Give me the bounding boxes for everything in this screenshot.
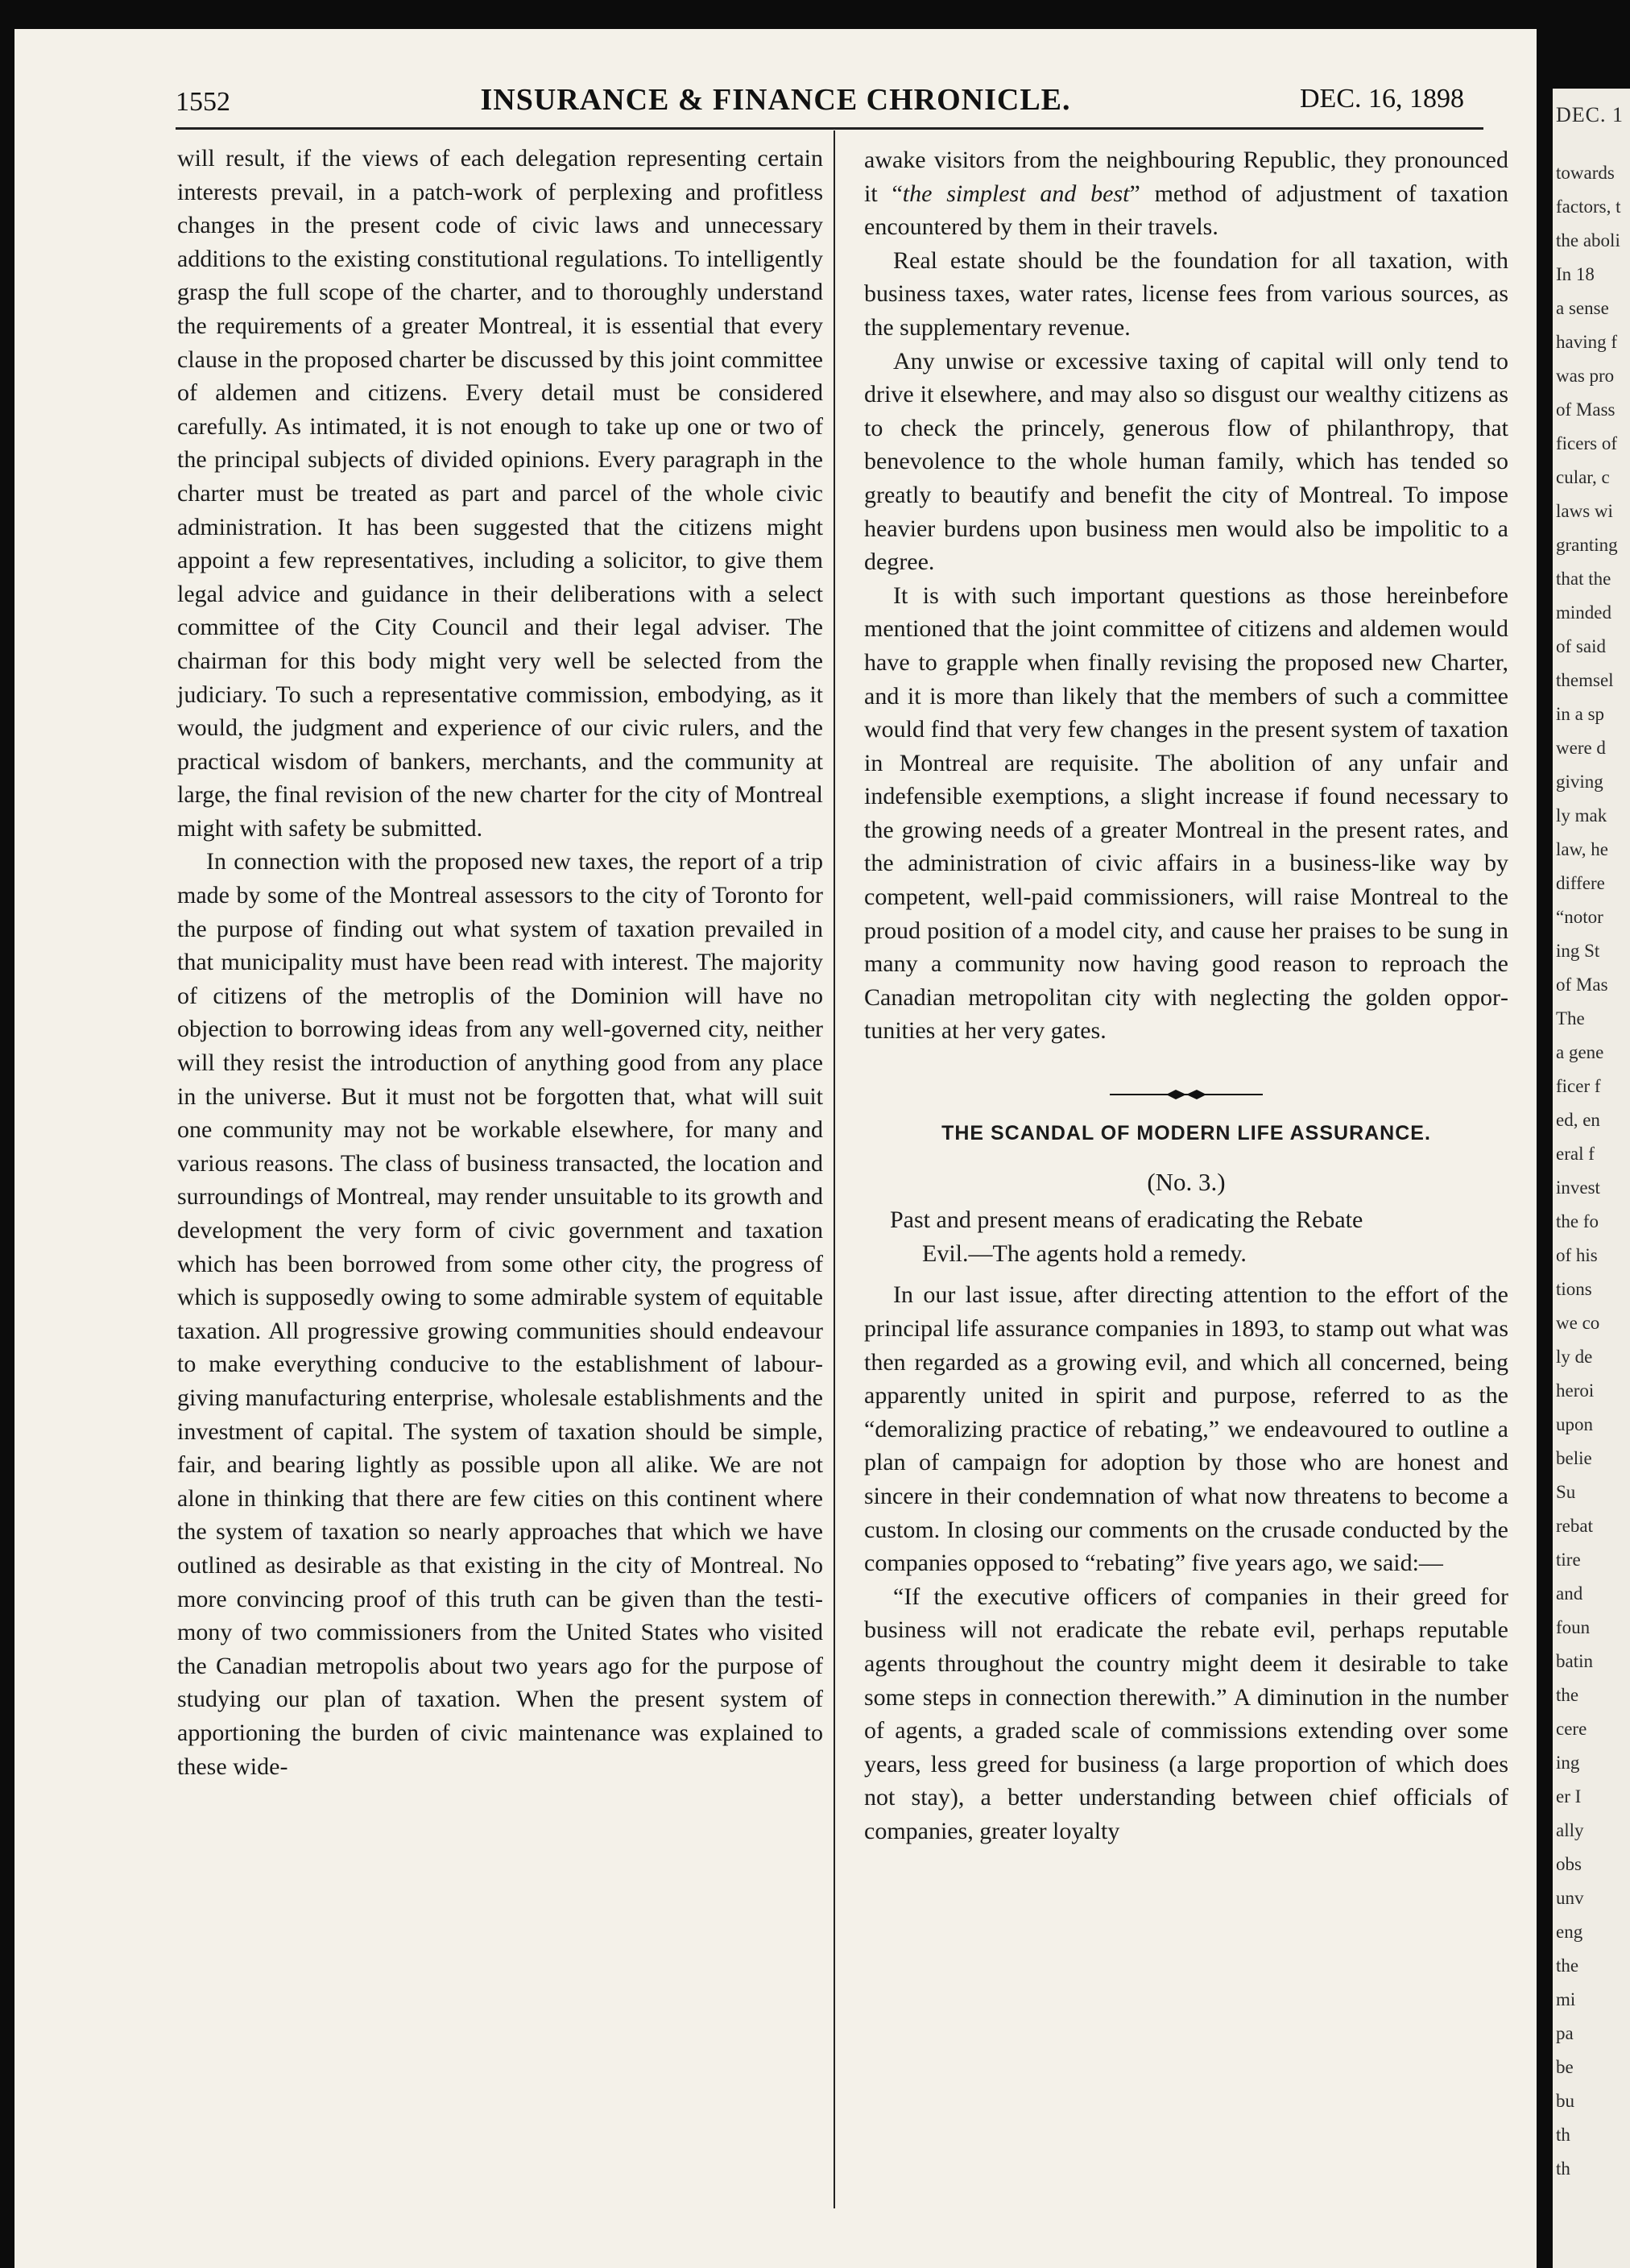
next-page-fragment: th bbox=[1556, 2125, 1570, 2145]
next-page-fragment: In 18 bbox=[1556, 264, 1595, 284]
right-paragraph-3: Any unwise or excessive taxing of capital will only tend to drive it elsewhere, and may also so disgust our wealthy citizens as to check the princely, generous flow of philanthropy, that benevolence to the whole human family, which has tended so greatly to beautify and benefit the city of Montreal. To impose heavier burdens upon business men would also be impolitic to a degree. bbox=[864, 347, 1508, 576]
section-paragraph-1: In our last issue, after directing attention to the effort of the principal life assurance companies in 1893, to stamp out what was then regarded as a growing evil, and which all concerned, being apparently united in spirit and purpose, referred to as the “demoralizing practice of rebating,” we endeavoured to outline a plan of campaign for adoption by those who are honest and sincere in their condemnation of what now threatens to become a custom. In closing our comments on the crusade conducted by the companies opposed to “rebating” five years ago, we said:— bbox=[864, 1281, 1508, 1577]
publication-title: INSURANCE & FINANCE CHRONICLE. bbox=[480, 83, 1071, 117]
next-page-fragment: minded bbox=[1556, 602, 1611, 623]
section-number: (No. 3.) bbox=[1147, 1167, 1226, 1196]
next-page-fragment: The bbox=[1556, 1008, 1585, 1028]
left-paragraph-1: will result, if the views of each delegation representing certain interests prevail, in a patch-work of perplexing and profitless changes in the present code of civic laws and unnecessary additions to the existing constitutional regulations. To intelligently grasp the full scope of the charter, and to thoroughly understand the requirements of a greater Montreal, it is essential that every clause in the proposed charter be discussed by this joint committee of aldemen and citizens. Every detail must be considered carefully. As intimated, it is not enough to take up one or two of the principal subjects of divided opinions. Every paragraph in the charter must be treated as part and parcel of the whole civic administration. It has been suggested that the citizens might appoint a few representatives, including a solicitor, to give them legal advice and guidance in their deliberations with a select committee of the City Council and their legal adviser. The chairman for this body might very well be selected from the judiciary. To such a representative commission, embodying, as it would, the judgment and experience of our civic rulers, and the practical wisdom of bankers, merchants, and the community at large, the final revision of the new charter for the city of Montreal might with safety be submitted. bbox=[177, 145, 823, 842]
next-page-fragment: ficer f bbox=[1556, 1076, 1601, 1096]
next-page-fragment: the bbox=[1556, 1685, 1579, 1705]
next-page-fragment: and bbox=[1556, 1583, 1583, 1604]
left-column bbox=[177, 142, 823, 1783]
next-page-edge bbox=[1553, 89, 1630, 2268]
next-page-fragment: batin bbox=[1556, 1651, 1593, 1671]
next-page-fragment: in a sp bbox=[1556, 704, 1605, 724]
next-page-fragment: granting bbox=[1556, 535, 1618, 555]
next-page-fragment: tions bbox=[1556, 1279, 1592, 1299]
next-page-fragment: the fo bbox=[1556, 1211, 1599, 1231]
next-page-fragment: Su bbox=[1556, 1482, 1576, 1502]
next-page-fragment: were d bbox=[1556, 738, 1606, 758]
next-page-fragment: themsel bbox=[1556, 670, 1614, 690]
next-page-fragment: differe bbox=[1556, 873, 1605, 893]
next-page-fragment: ly de bbox=[1556, 1347, 1593, 1367]
next-page-fragment: unv bbox=[1556, 1888, 1584, 1908]
issue-date: DEC. 16, 1898 bbox=[1300, 84, 1464, 114]
left-paragraph-2: In connection with the proposed new taxes, the report of a trip made by some of the Montreal assessors to the city of Toronto for the purpose of finding out what system of taxation prevailed in that municipality must have been read with interest. The majority of citizens of the metroplis of the Dominion will have no objection to borrowing ideas from any well-governed city, neither will they resist the introduction of anything good from any place in the universe. But it must not be forgotten that, what will suit one community may not be workable elsewhere, for many and various reasons. The class of business transacted, the location and surroundings of Montreal, may render unsuitable to its growth and development the very form of civic government and taxation which has been borrowed from some other city, the progress of which is supposedly owing to some admirable system of equitable taxation. All progressive growing communities should endeavour to make everything conducive to the establishment of labour-giving manufacturing enterprise, wholesale establishments and the investment of capital. The system of taxation should be simple, fair, and bearing lightly as possible upon all alike. We are not alone in thinking that there are few cities on this continent where the system of taxation so nearly approaches that which we have outlined as desirable as that existing in the city of Montreal. No more convincing proof of this truth can be given than the testimony of two commissioners from the United States who visited the Canadian metropolis about two years ago for the purpose of studying our plan of taxation. When the present system of apportioning the burden of civic maintenance was explained to these wide- bbox=[177, 848, 823, 1780]
next-page-fragment: mi bbox=[1556, 1989, 1576, 2009]
header-rule bbox=[176, 127, 1483, 130]
next-page-fragment: ally bbox=[1556, 1820, 1584, 1840]
next-page-fragment: of his bbox=[1556, 1245, 1598, 1265]
next-page-fragment: th bbox=[1556, 2158, 1570, 2179]
next-page-fragment: the bbox=[1556, 1956, 1579, 1976]
next-page-fragment: ing St bbox=[1556, 941, 1600, 961]
right-column bbox=[864, 143, 1508, 1848]
next-page-fragment: ed, en bbox=[1556, 1110, 1600, 1130]
right-paragraph-4: It is with such important questions as those hereinbefore mentioned that the joint committee of citizens and aldemen would have to grapple when finally revising the proposed new Charter, and it is more than likely that the members of such a committee would find that very few changes in the present system of taxation in Montreal are requisite. The abolition of any unfair and indefensible exemptions, a slight increase if found necessary to the growing needs of a greater Montreal in the present rates, and the administration of civic affairs in a business-like way by competent, well-paid commissioners, will raise Montreal to the proud position of a model city, and cause her praises to be sung in many a community now having good reason to reproach the Canadian metropolitan city with neglecting the golden opportunities at her very gates. bbox=[864, 581, 1508, 1045]
page-header bbox=[14, 81, 1537, 129]
next-page-fragment: a sense bbox=[1556, 298, 1609, 318]
section-paragraph-2: “If the executive officers of companies in their greed for business will not eradicate the rebate evil, perhaps reputable agents throughout the country might deem it desirable to take some steps in connection therewith.” A diminution in the number of agents, a graded scale of commissions extending over some years, less greed for business (a large proportion of which does not stay), a better understanding between chief officials of companies, greater loyalty bbox=[864, 1583, 1508, 1844]
next-page-fragment: foun bbox=[1556, 1617, 1591, 1637]
next-page-fragment: “notor bbox=[1556, 907, 1603, 927]
column-divider bbox=[834, 130, 835, 2208]
next-page-fragment: having f bbox=[1556, 332, 1618, 352]
next-page-fragment: upon bbox=[1556, 1414, 1593, 1434]
subhead-line-1: Past and present means of eradicating the Rebate bbox=[890, 1206, 1363, 1234]
next-page-fragment: law, he bbox=[1556, 839, 1608, 859]
next-page-fragment: er I bbox=[1556, 1786, 1582, 1807]
next-page-fragment: towards bbox=[1556, 163, 1615, 183]
next-page-fragment: was pro bbox=[1556, 366, 1615, 386]
next-page-fragment: belie bbox=[1556, 1448, 1592, 1468]
next-page-fragment: giving bbox=[1556, 772, 1603, 792]
newspaper-page bbox=[14, 29, 1537, 2268]
next-page-fragment: pa bbox=[1556, 2023, 1574, 2043]
next-page-fragment: eral f bbox=[1556, 1144, 1595, 1164]
next-page-fragment: heroi bbox=[1556, 1380, 1595, 1401]
next-page-fragment: eng bbox=[1556, 1922, 1583, 1942]
next-page-fragment: obs bbox=[1556, 1854, 1582, 1874]
next-page-fragment: bu bbox=[1556, 2091, 1574, 2111]
subhead-line-2: Evil.—The agents hold a remedy. bbox=[922, 1240, 1247, 1267]
next-page-fragment: of Mass bbox=[1556, 399, 1616, 420]
next-page-fragment: of said bbox=[1556, 636, 1606, 656]
next-page-fragment: we co bbox=[1556, 1313, 1600, 1333]
next-page-fragment: factors, t bbox=[1556, 197, 1621, 217]
section-subhead bbox=[864, 1203, 1508, 1270]
next-page-fragment: laws wi bbox=[1556, 501, 1613, 521]
next-page-fragment: the aboli bbox=[1556, 230, 1620, 250]
next-page-fragment: rebat bbox=[1556, 1516, 1593, 1536]
next-page-fragment: be bbox=[1556, 2057, 1574, 2077]
next-page-fragment: invest bbox=[1556, 1177, 1600, 1198]
page-number: 1552 bbox=[176, 87, 230, 117]
next-page-header: DEC. 1 bbox=[1556, 103, 1624, 126]
next-page-fragment: cular, c bbox=[1556, 467, 1610, 487]
next-page-fragment: that the bbox=[1556, 569, 1611, 589]
next-page-fragment: tire bbox=[1556, 1550, 1581, 1570]
next-page-fragment: ing bbox=[1556, 1753, 1580, 1773]
next-page-fragment: ly mak bbox=[1556, 805, 1607, 826]
next-page-fragment: ficers of bbox=[1556, 433, 1617, 453]
next-page-fragment: of Mas bbox=[1556, 975, 1608, 995]
right-paragraph-2: Real estate should be the foundation for all taxation, with business taxes, water rates, license fees from various sources, as the supplementary revenue. bbox=[864, 246, 1508, 341]
right-paragraph-1: awake visitors from the neighbouring Republic, they pronounced it “the simplest and best” method of adjustment of taxation encountered by them in their travels. bbox=[864, 147, 1508, 241]
section-ornament bbox=[864, 1088, 1508, 1101]
section-title: THE SCANDAL OF MODERN LIFE ASSURANCE. bbox=[941, 1122, 1431, 1145]
next-page-fragment: cere bbox=[1556, 1719, 1587, 1739]
next-page-fragment: a gene bbox=[1556, 1042, 1604, 1062]
